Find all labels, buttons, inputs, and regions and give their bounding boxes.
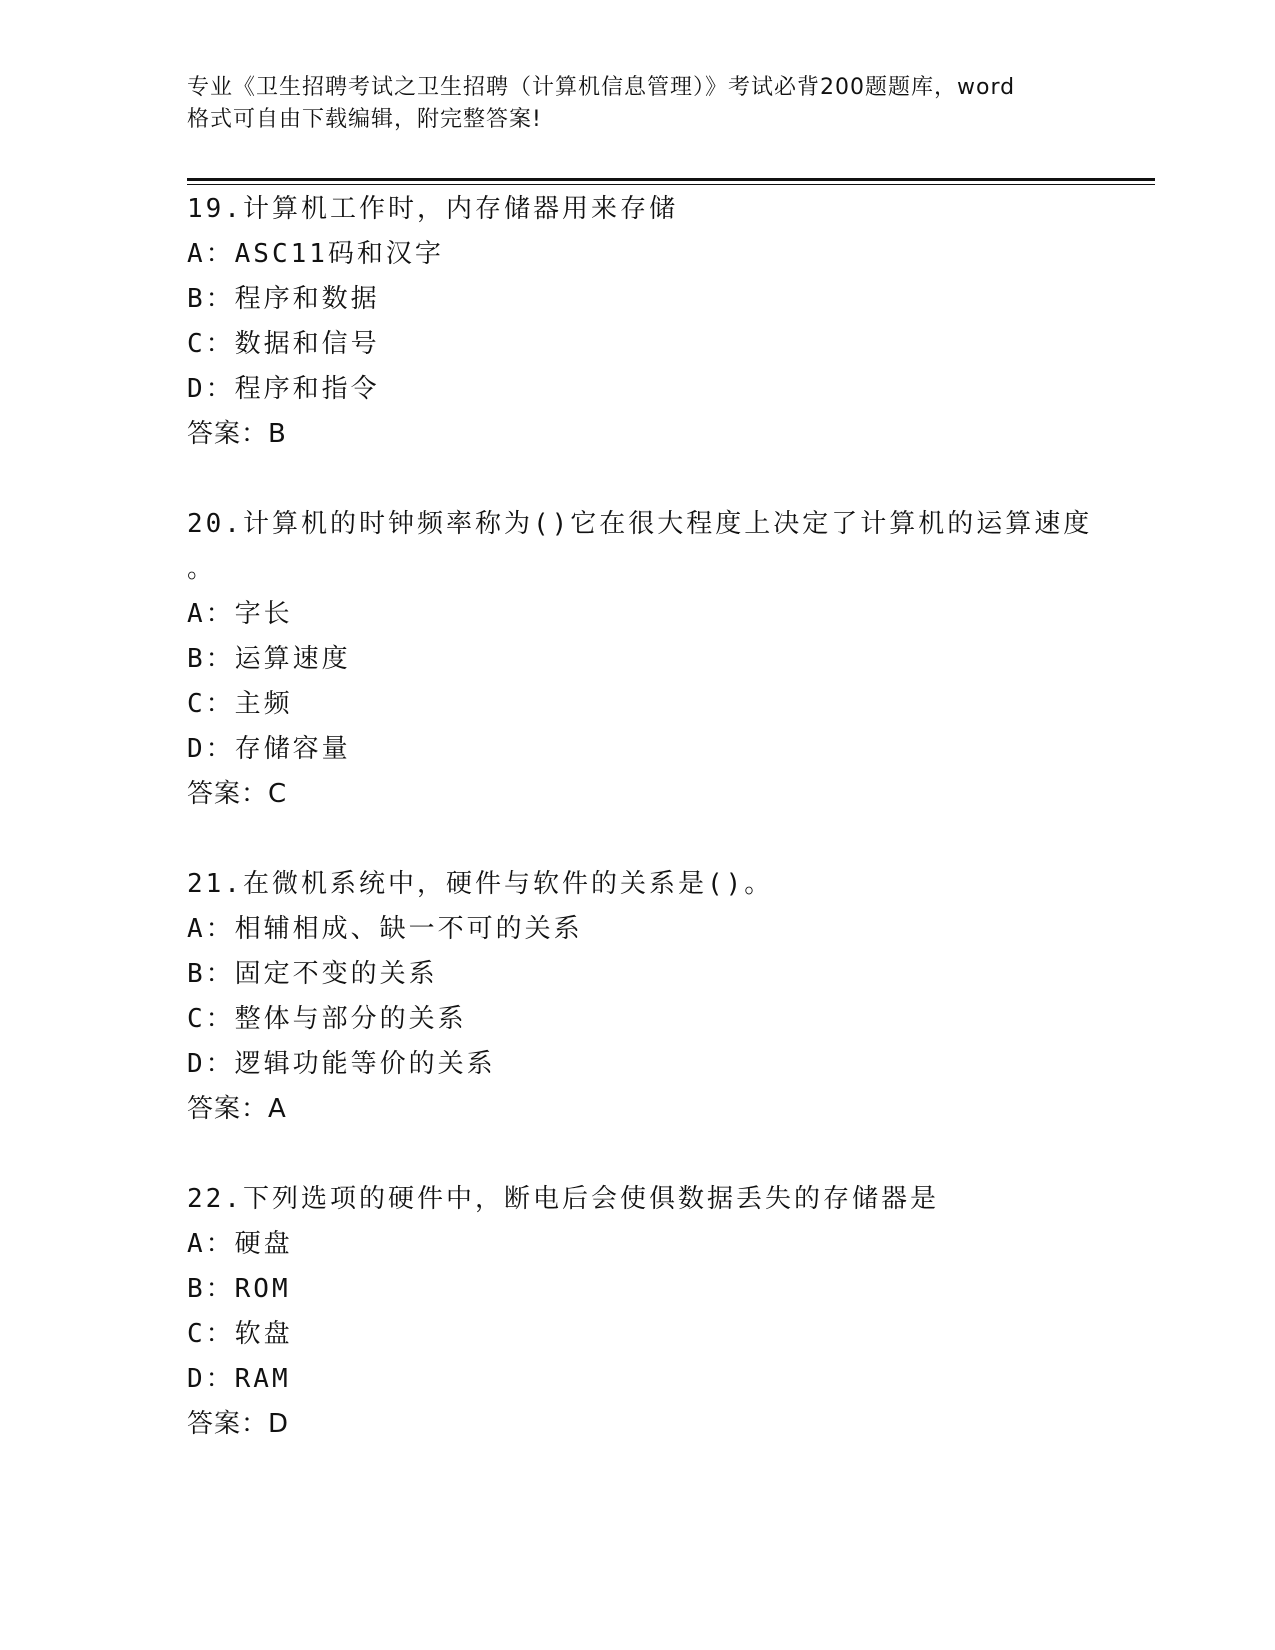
question-19-option-d: D：程序和指令	[187, 374, 380, 404]
header-divider-thin	[187, 184, 1155, 185]
question-20-option-c: C：主频	[187, 689, 293, 719]
question-21-option-a: A：相辅相成、缺一不可的关系	[187, 914, 583, 944]
question-19-option-a: A：ASC11码和汉字	[187, 239, 444, 269]
question-19-stem: 19.计算机工作时，内存储器用来存储	[187, 194, 678, 224]
question-19-option-b: B：程序和数据	[187, 284, 380, 314]
question-21-answer: 答案：A	[187, 1094, 287, 1124]
question-19-option-c: C：数据和信号	[187, 329, 380, 359]
question-20-option-d: D：存储容量	[187, 734, 351, 764]
question-19-answer: 答案：B	[187, 419, 287, 449]
question-21-stem: 21.在微机系统中，硬件与软件的关系是()。	[187, 869, 774, 899]
question-22-option-a: A：硬盘	[187, 1229, 293, 1259]
question-22-stem: 22.下列选项的硬件中，断电后会使俱数据丢失的存储器是	[187, 1184, 939, 1214]
question-20-stem-continued: 。	[187, 554, 217, 584]
question-20-option-b: B：运算速度	[187, 644, 351, 674]
question-21-option-c: C：整体与部分的关系	[187, 1004, 467, 1034]
question-22-option-d: D：RAM	[187, 1364, 291, 1394]
question-22-answer: 答案：D	[187, 1409, 290, 1439]
question-21-option-d: D：逻辑功能等价的关系	[187, 1049, 496, 1079]
question-20-option-a: A：字长	[187, 599, 293, 629]
question-22-option-b: B：ROM	[187, 1274, 291, 1304]
question-20-stem: 20.计算机的时钟频率称为()它在很大程度上决定了计算机的运算速度	[187, 509, 1093, 539]
header-divider-thick	[187, 178, 1155, 181]
header-line-1: 专业《卫生招聘考试之卫生招聘（计算机信息管理）》考试必背200题题库，word	[187, 75, 1016, 100]
question-22-option-c: C：软盘	[187, 1319, 293, 1349]
document-header	[187, 72, 1087, 136]
question-21-option-b: B：固定不变的关系	[187, 959, 438, 989]
header-line-2: 格式可自由下载编辑，附完整答案!	[187, 107, 542, 132]
question-20-answer: 答案：C	[187, 779, 288, 809]
